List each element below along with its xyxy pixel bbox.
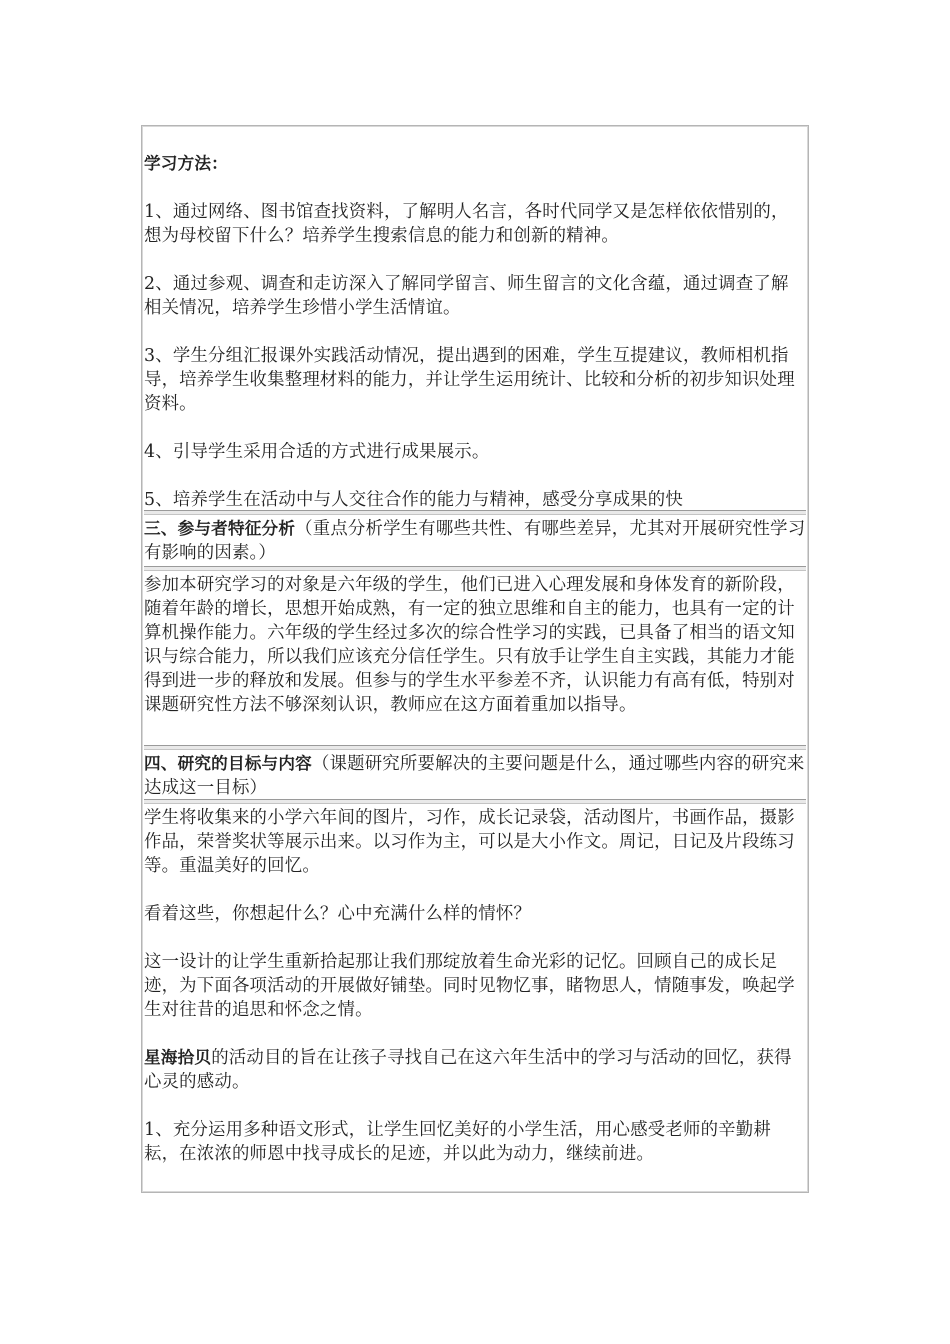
section-four-para-1: 学生将收集来的小学六年间的图片，习作，成长记录袋，活动图片，书画作品，摄影作品，荣誉奖状等展示出来。以习作为主，可以是大小作文。周记，日记及片段练习等。重温美好的回忆。 xyxy=(144,808,795,876)
section-four-heading-cell xyxy=(144,752,806,800)
row-separator xyxy=(144,799,806,804)
section-four-para-5: 1、充分运用多种语文形式，让学生回忆美好的小学生活，用心感受老师的辛勤耕耘，在浓浓的师恩中找寻成长的足迹，并以此为动力，继续前进。 xyxy=(144,1120,771,1164)
learning-methods-cell xyxy=(144,152,806,512)
section-four-body-cell xyxy=(144,806,806,1166)
section-four-para-2: 看着这些，你想起什么？心中充满什么样的情怀？ xyxy=(144,904,531,924)
learning-methods-heading: 学习方法： xyxy=(144,154,228,173)
section-three-heading-cell xyxy=(144,517,806,565)
section-three-body-cell xyxy=(144,573,806,717)
row-separator xyxy=(144,566,806,571)
method-item-1: 1、通过网络、图书馆查找资料，了解明人名言，各时代同学又是怎样依依惜别的，想为母校留下什么？培养学生搜索信息的能力和创新的精神。 xyxy=(144,202,789,246)
method-item-3: 3、学生分组汇报课外实践活动情况，提出遇到的困难，学生互提建议，教师相机指导，培养学生收集整理材料的能力，并让学生运用统计、比较和分析的初步知识处理资料。 xyxy=(144,346,795,414)
section-four-note: （课题研究所要解决的主要问题是什么，通过哪些内容的研究来达成这一目标） xyxy=(144,754,805,798)
section-four-para-4: 的活动目的旨在让孩子寻找自己在这六年生活中的学习与活动的回忆，获得心灵的感动。 xyxy=(144,1048,792,1092)
section-four-title: 四、研究的目标与内容 xyxy=(144,754,312,773)
method-item-2: 2、通过参观、调查和走访深入了解同学留言、师生留言的文化含蕴，通过调查了解相关情况，培养学生珍惜小学生活情谊。 xyxy=(144,274,789,318)
row-separator xyxy=(144,510,806,515)
section-three-title: 三、参与者特征分析 xyxy=(144,519,296,538)
xinghai-shibei-title: 星海拾贝 xyxy=(144,1048,212,1067)
section-three-note: （重点分析学生有哪些共性、有哪些差异，尤其对开展研究性学习有影响的因素。） xyxy=(144,519,806,563)
section-four-para-3: 这一设计的让学生重新拾起那让我们那绽放着生命光彩的记忆。回顾自己的成长足迹，为下面各项活动的开展做好铺垫。同时见物忆事，睹物思人，情随事发，唤起学生对往昔的追思和怀念之情。 xyxy=(144,952,795,1020)
method-item-4: 4、引导学生采用合适的方式进行成果展示。 xyxy=(144,442,490,462)
row-separator xyxy=(144,745,806,750)
section-three-body: 参加本研究学习的对象是六年级的学生，他们已进入心理发展和身体发育的新阶段，随着年龄的增长，思想开始成熟，有一定的独立思维和自主的能力，也具有一定的计算机操作能力。六年级的学生经过多次的综合性学习的实践，已具备了相当的语文知识与综合能力，所以我们应该充分信任学生。只有放手让学生自主实践，其能力才能得到进一步的释放和发展。但参与的学生水平参差不齐，认识能力有高有低，特别对课题研究性方法不够深刻认识，教师应在这方面着重加以指导。 xyxy=(144,575,795,715)
method-item-5: 5、培养学生在活动中与人交往合作的能力与精神，感受分享成果的快 xyxy=(144,490,683,510)
